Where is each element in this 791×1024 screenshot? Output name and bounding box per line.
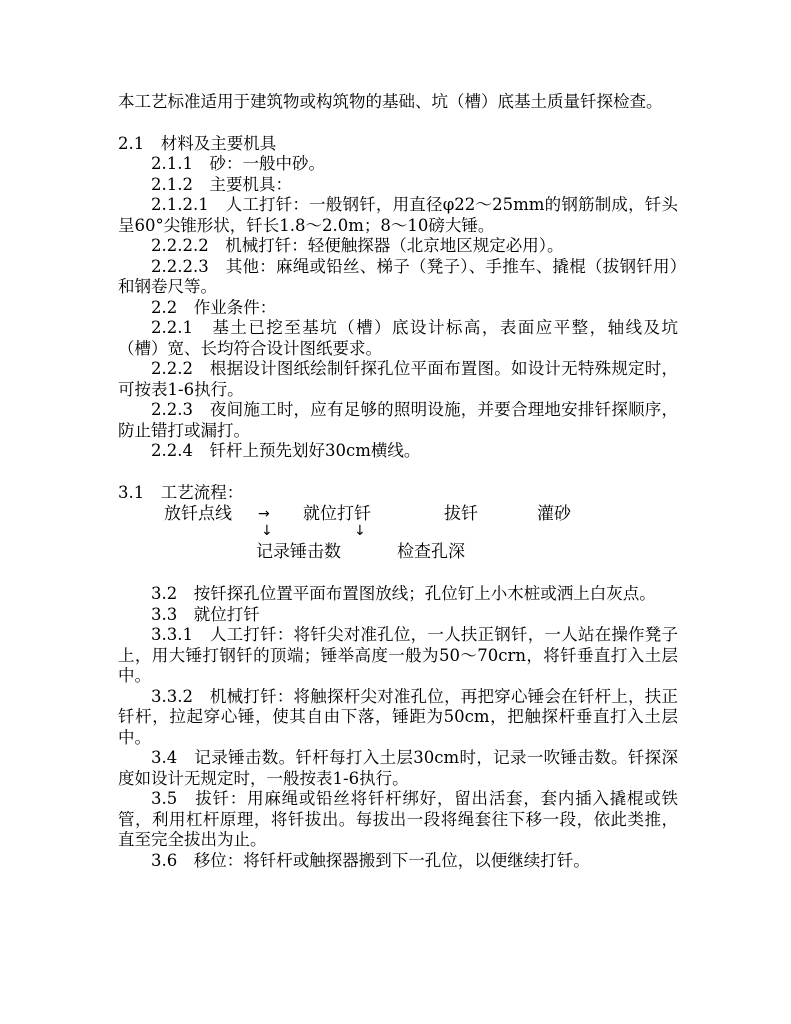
para-3-5: 3.5 拔钎：用麻绳或铅丝将钎杆绑好，留出活套，套内插入撬棍或铁管，利用杠杆原理，将钎拔出。每拔出一段将绳套往下移一段，依此类推，直至完全拔出为止。: [118, 789, 678, 849]
section-3-3-heading: 3.3 就位打钎: [151, 604, 260, 624]
para-2-2-2-2: 2.2.2.2 机械打钎：轻便触探器（北京地区规定必用）。: [151, 236, 564, 255]
document-page: [118, 92, 678, 871]
spacer: [118, 113, 678, 134]
section-2-1-heading: 2.1 材料及主要机具: [118, 133, 277, 153]
para-2-2-1: 2.2.1 基土已挖至基坑（槽）底设计标高，表面应平整，轴线及坑（槽）宽、长均符合设计图纸要求。: [118, 318, 678, 358]
flow-sub-record-blows: 记录锤击数: [256, 542, 341, 562]
arrow-down-icon: ↓: [354, 523, 366, 539]
para-2-1-2-1: 2.1.2.1 人工打钎：一般钢钎，用直径φ22～25mm的钢筋制成，钎头呈60°尖锥形状，钎长1.8～2.0m；8～10磅大锤。: [118, 195, 678, 235]
arrow-down-icon: ↓: [261, 523, 273, 539]
para-2-2-2: 2.2.2 根据设计图纸绘制钎探孔位平面布置图。如设计无特殊规定时，可按表1-6执行。: [118, 359, 678, 399]
para-2-1-1: 2.1.1 砂：一般中砂。: [151, 154, 325, 173]
para-3-2: 3.2 按钎探孔位置平面布置图放线；孔位钉上小木桩或洒上白灰点。: [151, 584, 656, 603]
flow-sub-check-depth: 检查孔深: [397, 542, 465, 562]
para-3-6: 3.6 移位：将钎杆或触探器搬到下一孔位，以便继续打钎。: [151, 850, 590, 870]
flow-step-fill-sand: 灌砂: [537, 504, 571, 524]
intro-paragraph: 本工艺标准适用于建筑物或构筑物的基础、坑（槽）底基土质量钎探检查。: [118, 92, 663, 111]
process-flow-diagram: [118, 504, 678, 584]
flow-step-pull-out: 拔钎: [444, 504, 478, 524]
para-3-3-2: 3.3.2 机械打钎：将触探杆尖对准孔位，再把穿心锤会在钎杆上，扶正钎杆，拉起穿心锤，使其自由下落，锤距为50cm，把触探杆垂直打入土层中。: [118, 686, 678, 747]
section-2-2-heading: 2.2 作业条件：: [151, 297, 277, 317]
para-2-2-2-3: 2.2.2.3 其他：麻绳或铅丝、梯子（凳子）、手推车、撬棍（拔钢钎用）和钢卷尺等。: [118, 256, 678, 296]
spacer: [118, 462, 678, 483]
flow-step-place-marks: 放钎点线: [164, 504, 232, 524]
para-2-2-3: 2.2.3 夜间施工时，应有足够的照明设施，并要合理地安排钎探顺序，防止错打或漏打。: [118, 400, 678, 440]
para-3-4: 3.4 记录锤击数。钎杆每打入土层30cm时，记录一吹锤击数。钎探深度如设计无规定时，一般按表1-6执行。: [118, 748, 678, 788]
para-3-3-1: 3.3.1 人工打钎：将钎尖对准孔位，一人扶正钢钎，一人站在操作凳子上，用大锤打钢钎的顶端；锤举高度一般为50～70crn，将钎垂直打入土层中。: [118, 625, 678, 685]
section-3-1-heading: 3.1 工艺流程：: [118, 482, 244, 502]
para-2-1-2: 2.1.2 主要机具：: [151, 174, 292, 194]
para-2-2-4: 2.2.4 钎杆上预先划好30cm横线。: [151, 441, 421, 460]
arrow-right-icon: →: [258, 506, 270, 522]
flow-step-position-drive: 就位打钎: [303, 504, 371, 524]
